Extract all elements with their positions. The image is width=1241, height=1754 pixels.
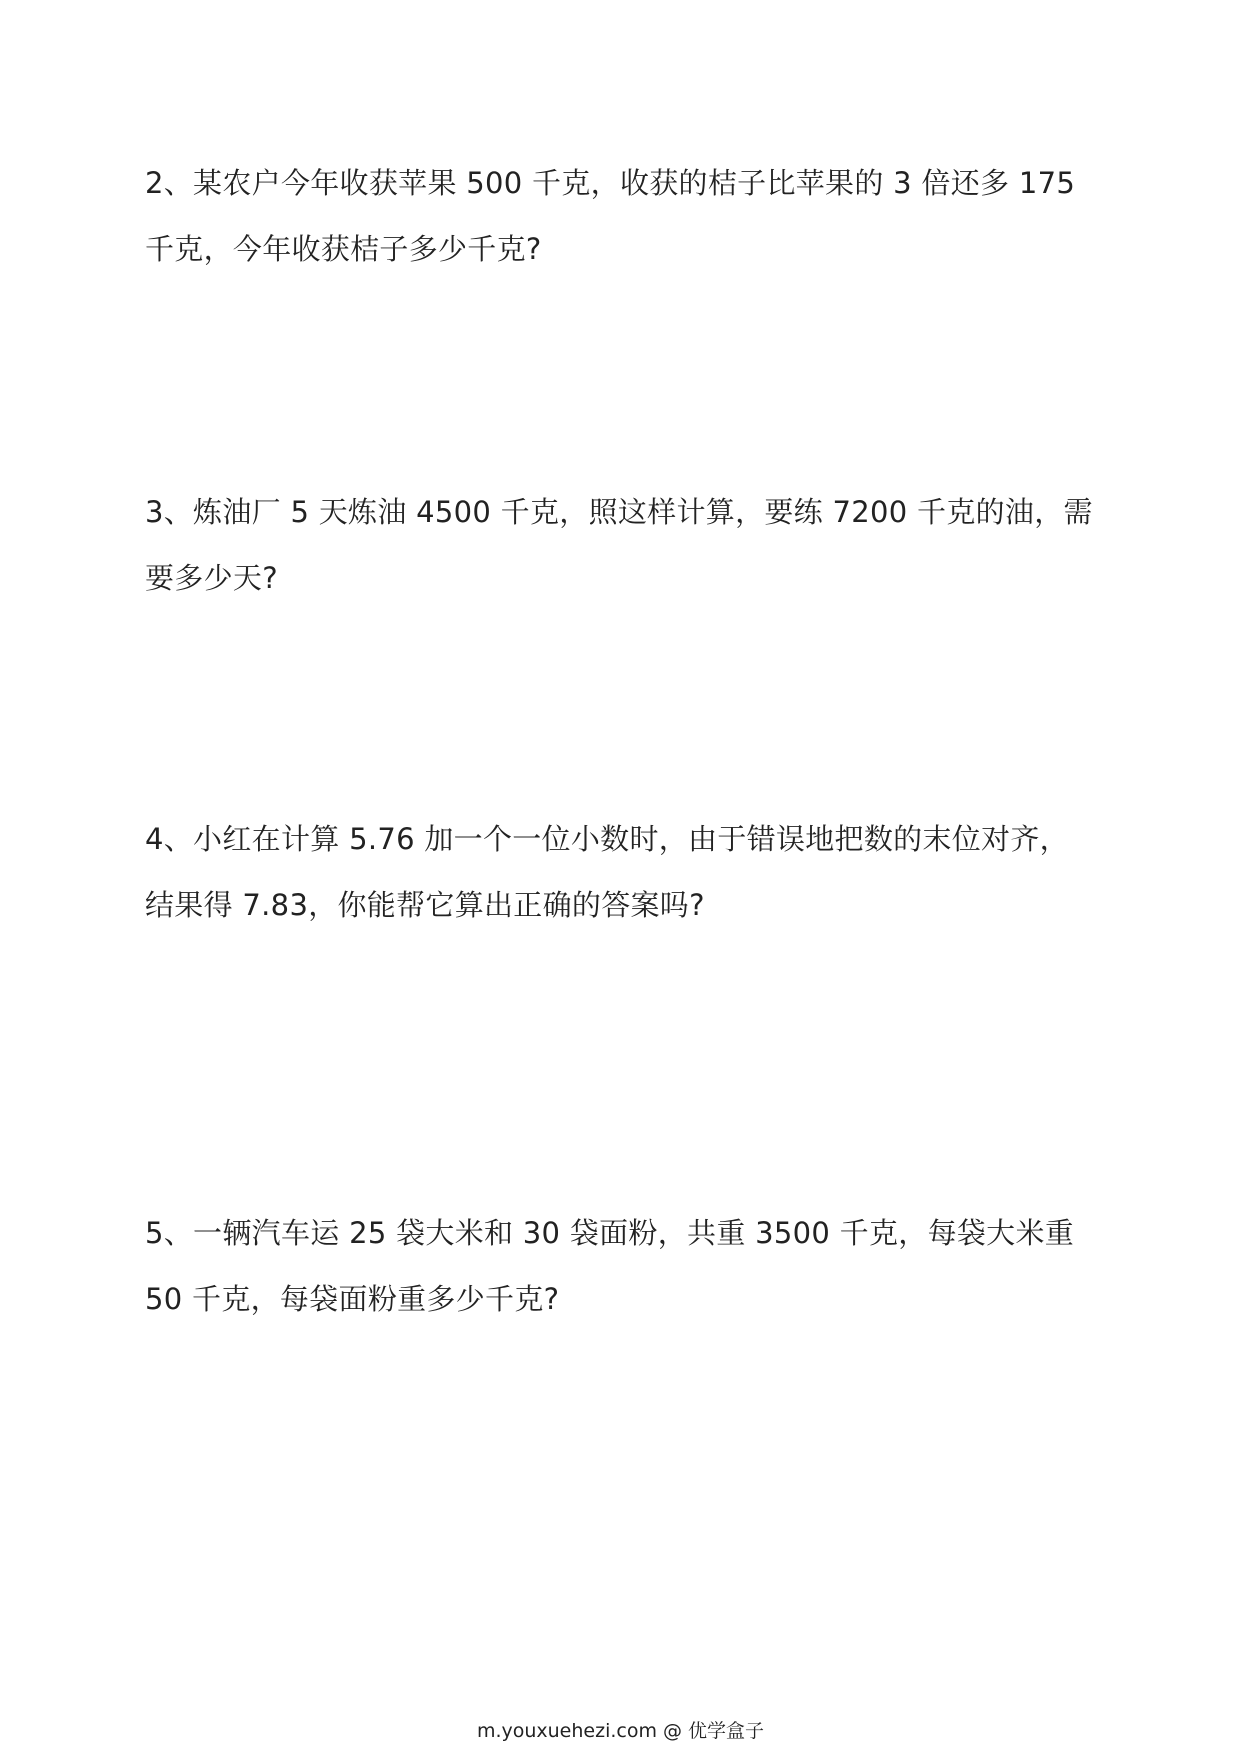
question-4-line-2: 结果得 7.83，你能帮它算出正确的答案吗? [145, 888, 705, 922]
question-4 [145, 806, 1075, 938]
question-2-line-1: 2、某农户今年收获苹果 500 千克，收获的桔子比苹果的 3 倍还多 175 [145, 166, 1076, 200]
question-3-line-2: 要多少天? [145, 561, 278, 595]
question-2-line-2: 千克，今年收获桔子多少千克? [145, 232, 542, 266]
question-3 [145, 479, 1093, 611]
question-5 [145, 1200, 1075, 1332]
question-2 [145, 150, 1075, 282]
question-4-line-1: 4、小红在计算 5.76 加一个一位小数时，由于错误地把数的末位对齐， [145, 822, 1069, 856]
question-5-line-1: 5、一辆汽车运 25 袋大米和 30 袋面粉，共重 3500 千克，每袋大米重 [145, 1216, 1075, 1250]
question-3-line-1: 3、炼油厂 5 天炼油 4500 千克，照这样计算，要练 7200 千克的油，需 [145, 495, 1093, 529]
footer-watermark: m.youxuehezi.com @ 优学盒子 [476, 1720, 765, 1742]
question-5-line-2: 50 千克，每袋面粉重多少千克? [145, 1282, 560, 1316]
